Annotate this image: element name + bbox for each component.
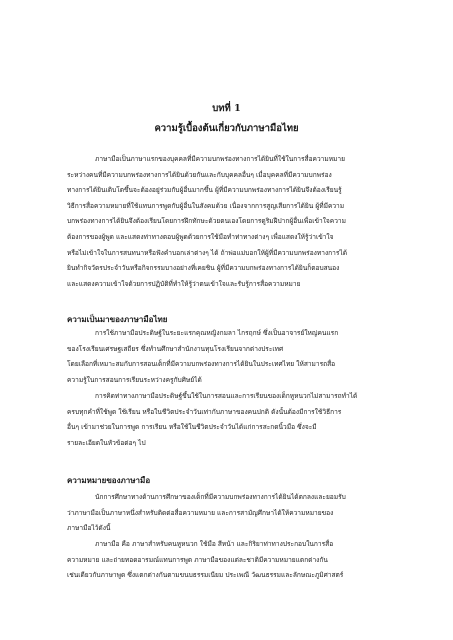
- text-line: ต้องการของผู้พูด และแสดงท่าทางตอบผู้พูดด้วยการใช้มือทำท่าทางต่างๆ เพื่อแสดงให้รู้ว่าเข้าใจ: [67, 232, 334, 241]
- text-line: การคิดท่าทางภาษามือประดิษฐ์ขึ้นใช้ในการสอนและการเรียนของเด็กหูหนวกไม่สามารถทำได้: [95, 392, 358, 400]
- text-line: ภาษามือเป็นภาษาแรกของบุคคลที่มีความบกพร่องทางการได้ยินที่ใช้ในการสื่อความหมาย: [95, 155, 345, 163]
- text-line: ครบทุกคำที่ใช้พูด ใช้เรียน หรือในชีวิตประจำวันเท่ากับภาษาของคนปกติ ดังนั้นต้องมีการใช้วิธีการ: [67, 407, 342, 416]
- text-line: ระหว่างคนที่มีความบกพร่องทางการได้ยินด้วยกันและกับบุคคลอื่นๆ เมื่อบุคคลที่มีความบกพร่อง: [67, 170, 332, 179]
- text-line: ภาษามือไว้ดังนี้: [67, 524, 111, 533]
- text-line: นักการศึกษาทางด้านการศึกษาของเด็กที่มีความบกพร่องทางการได้ยินได้ตกลงและยอมรับ: [95, 493, 346, 501]
- text-line: อื่นๆ เข้ามาช่วยในการพูด การเรียน หรือใช้ในชีวิตประจำวันได้แก่การสะกดนิ้วมือ ซึ่งจะมี: [67, 423, 317, 432]
- chapter-title: ความรู้เบื้องต้นเกี่ยวกับภาษามือไทย: [154, 123, 299, 134]
- text-line: บกพร่องทางการได้ยินจึงต้องเรียนโดยการฝึกทักษะด้วยตนเองโดยการดูริมฝีปากผู้อื่นเพื่อเข้าใจความ: [67, 217, 346, 226]
- text-line: เช่นเดียวกับภาษาพูด ซึ่งแตกต่างกันตามขนบธรรมเนียม ประเพณี วัฒนธรรมและลักษณะภูมิศาสตร์: [67, 571, 344, 580]
- text-line: ภาษามือ คือ ภาษาสำหรับคนหูหนวก ใช้มือ สีหน้า และกิริยาท่าทางประกอบในการสื่อ: [95, 540, 334, 548]
- section-heading-meaning: ความหมายของภาษามือ: [67, 475, 151, 485]
- text-line: ของโรงเรียนเศรษฐเสถียร ซึ่งทำนศึกษาสำนักงานทุนโรงเรียนจากต่างประเทศ: [67, 344, 284, 353]
- section-heading-history: ความเป็นมาของภาษามือไทย: [67, 314, 168, 324]
- history-paragraph-2: [67, 389, 413, 451]
- meaning-paragraph-1: [67, 490, 413, 537]
- text-line: หรือไม่เข้าใจในการสนทนาหรือฟังคำบอกเล่าต่างๆ ได้ ถ้าพ่อแม่บอกให้ผู้ที่มีความบกพร่องทางการได้: [67, 248, 347, 257]
- text-line: และแสดงความเข้าใจด้วยการปฏิบัติที่ทำให้รู้ว่าตนเข้าใจและรับรู้การสื่อความหมาย: [67, 279, 301, 288]
- text-line: ความรู้ในการสอนการเรียนระหว่างครูกับศิษย์ได้: [67, 375, 202, 384]
- text-line: ทางการได้ยินเติบโตขึ้นจะต้องอยู่ร่วมกับผู้อื่นมากขึ้น ผู้ที่มีความบกพร่องทางการได้ยินจึงต้องเรียนรู้: [67, 186, 342, 195]
- text-line: โดยเลือกที่เหมาะสมกับการสอนเด็กที่มีความบกพร่องทางการได้ยินในประเทศไทย ให้สามารถสื่อ: [67, 360, 336, 369]
- text-line: วิธีการสื่อความหมายที่ใช้แทนการพูดกับผู้อื่นในสังคมด้วย เนื่องจากการสูญเสียการได้ยิน ผู้ที่มีความ: [67, 201, 345, 210]
- text-line: รายละเอียดในหัวข้อต่อๆ ไป: [67, 438, 146, 447]
- text-line: การใช้ภาษามือประดิษฐ์ในระยะแรกคุณหญิงกมลา ไกรฤกษ์ ซึ่งเป็นอาจารย์ใหญ่คนแรก: [95, 329, 339, 337]
- meaning-paragraph-2: [67, 537, 413, 584]
- text-line: ความหมาย และถ่ายทอดอารมณ์แทนการพูด ภาษามือของแต่ละชาติมีความหมายแตกต่างกัน: [67, 555, 328, 564]
- text-line: ว่าภาษามือเป็นภาษาหนึ่งสำหรับติดต่อสื่อความหมาย และการสามัญศึกษาได้ให้ความหมายของ: [67, 508, 334, 517]
- text-line: ยินทำกิจวัตรประจำวันหรือกิจกรรมบางอย่างที่เคยชิน ผู้ที่มีความบกพร่องทางการได้ยินก็ตอบสนอง: [67, 264, 340, 273]
- chapter-number: บทที่ 1: [212, 103, 241, 114]
- intro-paragraph: [67, 152, 413, 292]
- history-paragraph-1: [67, 326, 413, 388]
